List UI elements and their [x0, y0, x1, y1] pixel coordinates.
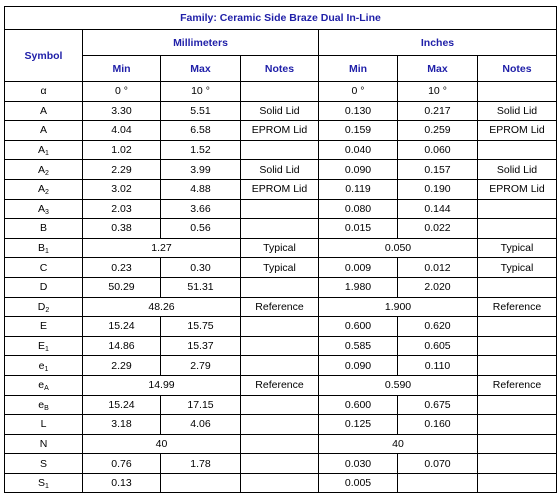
mm-notes-cell: EPROM Lid — [241, 121, 319, 141]
in-notes-cell — [478, 82, 557, 102]
symbol-subscript: 2 — [45, 306, 50, 314]
in-notes-cell — [478, 219, 557, 239]
mm-notes-cell — [241, 277, 319, 297]
table-row — [5, 415, 557, 435]
in-min-cell: 0.009 — [319, 258, 398, 278]
table-row — [5, 101, 557, 121]
mm-notes-cell — [241, 317, 319, 337]
in-min-cell: 0.090 — [319, 160, 398, 180]
mm-min-cell: 15.24 — [83, 317, 161, 337]
in-notes-cell: Solid Lid — [478, 101, 557, 121]
mm-notes-cell: EPROM Lid — [241, 179, 319, 199]
table-row — [5, 179, 557, 199]
in-value-cell: 0.050 — [319, 238, 478, 258]
in-max-cell: 2.020 — [398, 277, 478, 297]
symbol-text: C — [39, 261, 48, 274]
mm-notes-cell — [241, 415, 319, 435]
mm-min-cell: 14.86 — [83, 336, 161, 356]
in-value-cell: 40 — [319, 434, 478, 454]
mm-min-cell: 15.24 — [83, 395, 161, 415]
in-notes-cell — [478, 140, 557, 160]
mm-min-header: Min — [83, 56, 161, 82]
mm-notes-cell — [241, 199, 319, 219]
mm-max-cell: 5.51 — [161, 101, 241, 121]
mm-min-cell: 3.18 — [83, 415, 161, 435]
symbol-text: e — [38, 359, 45, 372]
mm-min-cell: 0 ° — [83, 82, 161, 102]
symbol-subscript: 1 — [45, 483, 49, 491]
in-notes-cell: Solid Lid — [478, 160, 557, 180]
in-min-cell: 0.585 — [319, 336, 398, 356]
in-notes-cell: Reference — [478, 297, 557, 317]
mm-notes-cell: Solid Lid — [241, 101, 319, 121]
symbol-subscript: 2 — [45, 189, 49, 197]
table-row — [5, 258, 557, 278]
symbol-text: N — [39, 437, 48, 450]
table-row — [5, 434, 557, 454]
table-row — [5, 140, 557, 160]
in-max-cell: 0.160 — [398, 415, 478, 435]
mm-max-cell: 6.58 — [161, 121, 241, 141]
table-row — [5, 297, 557, 317]
table-row — [5, 336, 557, 356]
mm-max-cell: 3.99 — [161, 160, 241, 180]
in-notes-cell — [478, 434, 557, 454]
in-notes-cell: Typical — [478, 238, 557, 258]
in-value-cell: 0.590 — [319, 375, 478, 395]
in-max-cell — [398, 473, 478, 493]
mm-max-cell — [161, 473, 241, 493]
symbol-cell — [5, 82, 83, 102]
symbol-cell — [5, 356, 83, 376]
mm-min-cell: 1.02 — [83, 140, 161, 160]
symbol-cell — [5, 160, 83, 180]
table-row — [5, 473, 557, 493]
in-notes-cell — [478, 395, 557, 415]
table-row — [5, 454, 557, 474]
in-min-cell: 0.030 — [319, 454, 398, 474]
mm-min-cell: 0.76 — [83, 454, 161, 474]
table-row — [5, 375, 557, 395]
in-min-cell: 0 ° — [319, 82, 398, 102]
in-max-cell: 0.259 — [398, 121, 478, 141]
table-body — [5, 82, 557, 493]
symbol-subscript: 1 — [45, 346, 49, 354]
symbol-subscript: B — [44, 404, 49, 412]
mm-value-cell: 14.99 — [83, 375, 241, 395]
table-row — [5, 121, 557, 141]
mm-min-cell: 2.29 — [83, 356, 161, 376]
mm-min-cell: 0.38 — [83, 219, 161, 239]
in-max-cell: 0.070 — [398, 454, 478, 474]
symbol-text: D — [37, 300, 46, 313]
in-max-cell: 0.217 — [398, 101, 478, 121]
in-max-cell: 0.157 — [398, 160, 478, 180]
in-min-cell: 0.600 — [319, 395, 398, 415]
symbol-cell — [5, 258, 83, 278]
in-max-cell: 0.605 — [398, 336, 478, 356]
mm-min-cell: 0.13 — [83, 473, 161, 493]
table-row — [5, 160, 557, 180]
mm-value-cell: 40 — [83, 434, 241, 454]
mm-notes-cell: Reference — [241, 375, 319, 395]
symbol-subscript: 1 — [45, 248, 49, 256]
symbol-text: e — [38, 379, 45, 392]
mm-min-cell: 50.29 — [83, 277, 161, 297]
in-value-cell: 1.900 — [319, 297, 478, 317]
mm-notes-cell — [241, 336, 319, 356]
mm-notes-cell: Typical — [241, 238, 319, 258]
mm-max-cell: 4.88 — [161, 179, 241, 199]
in-min-cell: 0.080 — [319, 199, 398, 219]
symbol-cell — [5, 219, 83, 239]
dimension-table — [4, 6, 557, 493]
symbol-cell — [5, 121, 83, 141]
in-notes-cell — [478, 336, 557, 356]
mm-max-cell: 10 ° — [161, 82, 241, 102]
in-min-header: Min — [319, 56, 398, 82]
in-min-cell: 0.090 — [319, 356, 398, 376]
mm-max-cell: 2.79 — [161, 356, 241, 376]
mm-max-header: Max — [161, 56, 241, 82]
symbol-cell — [5, 375, 83, 395]
in-notes-cell — [478, 199, 557, 219]
mm-min-cell: 3.30 — [83, 101, 161, 121]
symbol-header: Symbol — [5, 30, 83, 82]
symbol-cell — [5, 395, 83, 415]
in-min-cell: 0.159 — [319, 121, 398, 141]
symbol-cell — [5, 473, 83, 493]
symbol-text: B — [39, 222, 47, 235]
mm-notes-cell — [241, 395, 319, 415]
symbol-cell — [5, 140, 83, 160]
in-min-cell: 1.980 — [319, 277, 398, 297]
in-max-cell: 0.060 — [398, 140, 478, 160]
in-min-cell: 0.130 — [319, 101, 398, 121]
table-row — [5, 356, 557, 376]
in-notes-cell: EPROM Lid — [478, 121, 557, 141]
in-max-cell: 0.675 — [398, 395, 478, 415]
symbol-text: A — [38, 183, 46, 196]
table-row — [5, 277, 557, 297]
symbol-text: α — [40, 85, 47, 98]
symbol-subscript: 1 — [44, 365, 49, 373]
in-min-cell: 0.040 — [319, 140, 398, 160]
symbol-cell — [5, 101, 83, 121]
symbol-cell — [5, 199, 83, 219]
symbol-text: E — [38, 340, 46, 353]
in-notes-header: Notes — [478, 56, 557, 82]
mm-notes-header: Notes — [241, 56, 319, 82]
symbol-cell — [5, 415, 83, 435]
in-max-cell: 0.144 — [398, 199, 478, 219]
in-notes-cell — [478, 415, 557, 435]
in-min-cell: 0.125 — [319, 415, 398, 435]
mm-max-cell: 1.52 — [161, 140, 241, 160]
inches-header: Inches — [319, 30, 557, 56]
symbol-cell — [5, 317, 83, 337]
in-notes-cell: EPROM Lid — [478, 179, 557, 199]
in-max-header: Max — [398, 56, 478, 82]
mm-notes-cell — [241, 356, 319, 376]
mm-max-cell: 1.78 — [161, 454, 241, 474]
mm-max-cell: 4.06 — [161, 415, 241, 435]
symbol-text: A — [38, 144, 46, 157]
mm-max-cell: 51.31 — [161, 277, 241, 297]
in-notes-cell: Typical — [478, 258, 557, 278]
in-max-cell: 0.012 — [398, 258, 478, 278]
in-min-cell: 0.015 — [319, 219, 398, 239]
symbol-cell — [5, 336, 83, 356]
mm-min-cell: 4.04 — [83, 121, 161, 141]
in-notes-cell — [478, 277, 557, 297]
table-row — [5, 82, 557, 102]
mm-notes-cell — [241, 473, 319, 493]
symbol-text: E — [39, 320, 47, 333]
symbol-text: S — [39, 457, 47, 470]
in-min-cell: 0.119 — [319, 179, 398, 199]
mm-notes-cell — [241, 434, 319, 454]
table-row — [5, 219, 557, 239]
symbol-text: A — [39, 124, 47, 137]
mm-min-cell: 3.02 — [83, 179, 161, 199]
table-row — [5, 395, 557, 415]
symbol-cell — [5, 434, 83, 454]
symbol-text: B — [38, 242, 46, 255]
symbol-cell — [5, 238, 83, 258]
in-max-cell: 0.190 — [398, 179, 478, 199]
symbol-text: L — [40, 418, 47, 431]
symbol-subscript: 1 — [45, 150, 49, 158]
symbol-text: D — [39, 281, 48, 294]
mm-notes-cell: Typical — [241, 258, 319, 278]
table-row — [5, 317, 557, 337]
mm-notes-cell — [241, 219, 319, 239]
in-notes-cell — [478, 317, 557, 337]
symbol-cell — [5, 454, 83, 474]
symbol-cell — [5, 277, 83, 297]
mm-max-cell: 0.56 — [161, 219, 241, 239]
symbol-cell — [5, 297, 83, 317]
mm-max-cell: 15.75 — [161, 317, 241, 337]
mm-max-cell: 17.15 — [161, 395, 241, 415]
symbol-subscript: 3 — [45, 208, 49, 216]
symbol-cell — [5, 179, 83, 199]
millimeters-header: Millimeters — [83, 30, 319, 56]
mm-max-cell: 15.37 — [161, 336, 241, 356]
mm-min-cell: 0.23 — [83, 258, 161, 278]
table-title: Family: Ceramic Side Braze Dual In-Line — [5, 7, 557, 30]
mm-min-cell: 2.29 — [83, 160, 161, 180]
in-max-cell: 0.022 — [398, 219, 478, 239]
symbol-text: S — [38, 477, 46, 490]
mm-value-cell: 48.26 — [83, 297, 241, 317]
symbol-text: A — [39, 104, 47, 117]
mm-notes-cell — [241, 140, 319, 160]
symbol-text: e — [38, 398, 45, 411]
mm-notes-cell — [241, 454, 319, 474]
mm-notes-cell — [241, 82, 319, 102]
symbol-text: A — [38, 163, 46, 176]
symbol-subscript: 2 — [45, 169, 49, 177]
mm-max-cell: 3.66 — [161, 199, 241, 219]
in-notes-cell — [478, 473, 557, 493]
in-min-cell: 0.600 — [319, 317, 398, 337]
in-notes-cell: Reference — [478, 375, 557, 395]
mm-min-cell: 2.03 — [83, 199, 161, 219]
in-max-cell: 0.620 — [398, 317, 478, 337]
table-row — [5, 238, 557, 258]
in-notes-cell — [478, 454, 557, 474]
mm-notes-cell: Reference — [241, 297, 319, 317]
in-max-cell: 0.110 — [398, 356, 478, 376]
symbol-subscript: A — [44, 385, 49, 393]
symbol-text: A — [38, 202, 46, 215]
in-notes-cell — [478, 356, 557, 376]
table-row — [5, 199, 557, 219]
mm-max-cell: 0.30 — [161, 258, 241, 278]
mm-value-cell: 1.27 — [83, 238, 241, 258]
in-min-cell: 0.005 — [319, 473, 398, 493]
in-max-cell: 10 ° — [398, 82, 478, 102]
mm-notes-cell: Solid Lid — [241, 160, 319, 180]
